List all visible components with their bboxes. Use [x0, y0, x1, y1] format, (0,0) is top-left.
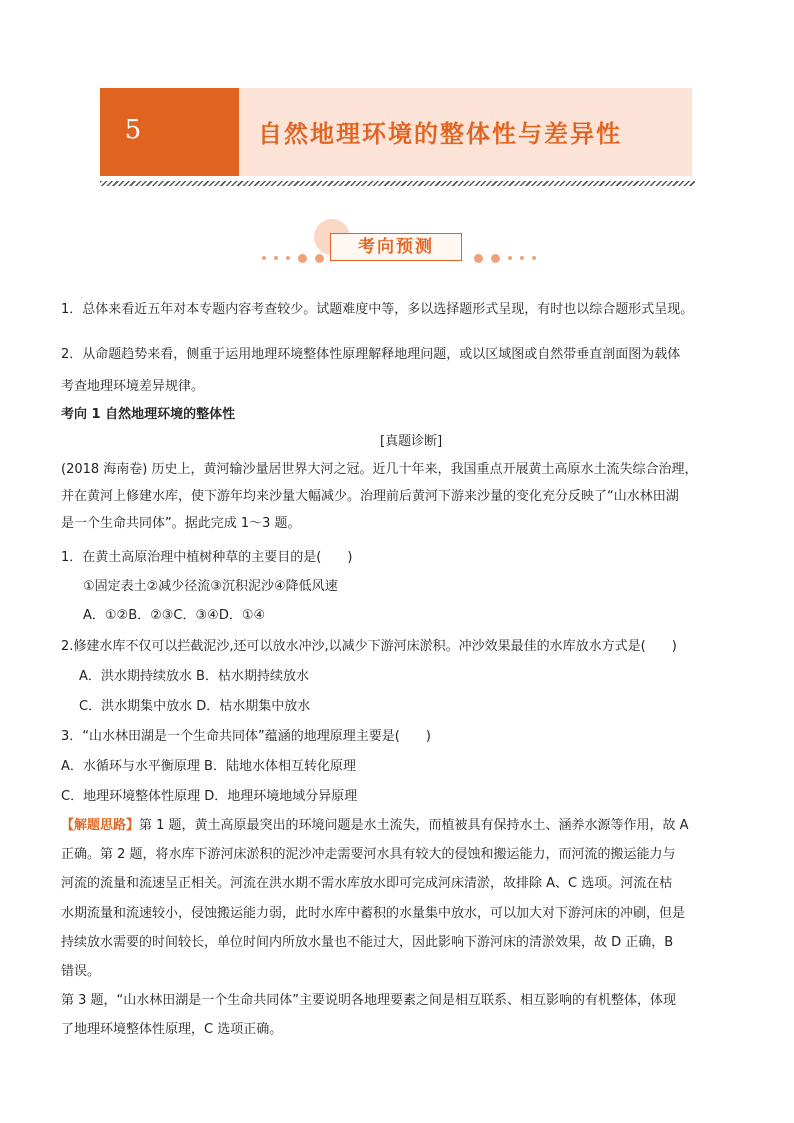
analysis-line-3: 河流的流量和流速呈正相关。河流在洪水期不需水库放水即可完成河床清淤，故排除 A、C 选项。河流在枯 — [61, 876, 673, 891]
analysis-label: 【解题思路】 — [61, 818, 140, 833]
analysis-line-7: 第 3 题，“山水林田湖是一个生命共同体”主要说明各地理要素之间是相互联系、相互影响的有机整体，体现 — [61, 993, 677, 1008]
forecast-line-1: 1．总体来看近五年对本专题内容考查较少。试题难度中等，多以选择题形式呈现，有时也以综合题形式呈现。 — [61, 302, 694, 317]
question-2-options-ab: A．洪水期持续放水 B．枯水期持续放水 — [79, 669, 309, 684]
forecast-line-2: 2．从命题趋势来看，侧重于运用地理环境整体性原理解释地理问题，或以区域图或自然带垂直剖面图为载体 — [61, 347, 681, 362]
question-1-items: ①固定表土②减少径流③沉积泥沙④降低风速 — [83, 579, 338, 594]
section-tag: 考向预测 — [358, 237, 434, 257]
question-2-stem: 2.修建水库不仅可以拦截泥沙,还可以放水冲沙,以减少下游河床淤积。冲沙效果最佳的水库放水方式是( ) — [61, 639, 677, 654]
header-divider — [100, 181, 695, 186]
question-3-options-cd: C．地理环境整体性原理 D．地理环境地域分异原理 — [61, 789, 358, 804]
decorative-dots-right — [474, 253, 536, 263]
analysis-line-1-text: 第 1 题，黄土高原最突出的环境问题是水土流失，而植被具有保持水土、涵养水源等作用，故 A — [139, 818, 689, 833]
question-3-stem: 3．“山水林田湖是一个生命共同体”蕴涵的地理原理主要是( ) — [61, 729, 431, 744]
decorative-dots-left — [262, 253, 324, 263]
question-3-options-ab: A．水循环与水平衡原理 B．陆地水体相互转化原理 — [61, 759, 356, 774]
passage-line-1: (2018 海南卷) 历史上，黄河输沙量居世界大河之冠。近几十年来，我国重点开展黄土高原水土流失综合治理， — [61, 462, 698, 477]
question-1-stem: 1．在黄土高原治理中植树种草的主要目的是( ) — [61, 550, 353, 565]
analysis-line-8: 了地理环境整体性原理，C 选项正确。 — [61, 1022, 283, 1037]
chapter-number: 5 — [124, 115, 142, 145]
topic-heading: 考向 1 自然地理环境的整体性 — [61, 407, 236, 422]
question-1-options: A．①②B．②③C．③④D．①④ — [83, 608, 266, 623]
analysis-line-2: 正确。第 2 题，将水库下游河床淤积的泥沙冲走需要河水具有较大的侵蚀和搬运能力，而河流的搬运能力与 — [61, 847, 676, 862]
passage-line-3: 是一个生命共同体”。据此完成 1～3 题。 — [61, 516, 301, 531]
forecast-line-3: 考查地理环境差异规律。 — [61, 379, 205, 394]
sub-heading: [真题诊断] — [380, 434, 443, 449]
analysis-line-6: 错误。 — [61, 964, 101, 979]
analysis-line-1 — [61, 816, 689, 836]
analysis-line-5: 持续放水需要的时间较长，单位时间内所放水量也不能过大，因此影响下游河床的清淤效果，故 D 正确，B — [61, 935, 674, 950]
chapter-title: 自然地理环境的整体性与差异性 — [258, 120, 622, 148]
passage-line-2: 并在黄河上修建水库，使下游年均来沙量大幅减少。治理前后黄河下游来沙量的变化充分反映了“山水林田湖 — [61, 489, 679, 504]
analysis-line-4: 水期流量和流速较小，侵蚀搬运能力弱，此时水库中蓄积的水量集中放水，可以加大对下游河床的冲刷，但是 — [61, 906, 686, 921]
question-2-options-cd: C．洪水期集中放水 D．枯水期集中放水 — [79, 699, 311, 714]
